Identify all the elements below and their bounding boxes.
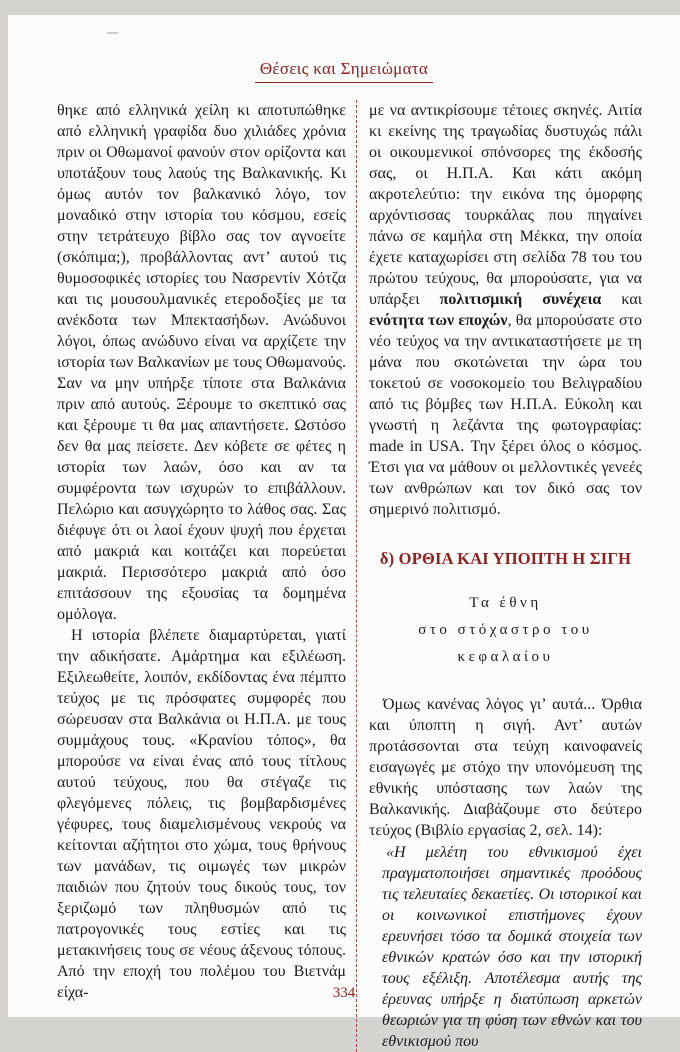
page-number: 334 [332, 985, 356, 1001]
subheading-line-1: Τα έθνη [469, 595, 542, 611]
scan-artifact [107, 32, 118, 34]
right-column [356, 100, 642, 1052]
right-paragraph-1 [369, 100, 642, 520]
left-paragraph-1: θηκε από ελληνικά χείλη κι αποτυπώθηκε από ελληνική γραφίδα δυο χιλιάδες χρόνια πριν οι Οθωμανοί φανούν στον ορίζοντα και υποτάξουν τους λαούς της Βαλκανικής. Κι όμως αυτόν τον βαλκανικό λόγο, τον μοναδικό στην ιστορία του κόσμου, εσείς στην τετράτευχο βίβλο σας τον αγνοείτε (σκόπιμα;), προβάλλοντας αντ’ αυτού τις θυμοσοφικές ιστορίες του Νασρεντίν Χότζα και τις μουσουλμανικές ετεροδοξίες με τα ανέκδοτα των Μπεκτασήδων. Ανώδυνοι λόγοι, όπως ανώδυνο είναι να αρχίζετε την ιστορία των Βαλκανίων με τους Οθωμανούς. Σαν να μην υπήρξε τίποτε στα Βαλκάνια πριν από αυτούς. Ξέρουμε το σκεπτικό σας και ξέρουμε τι θα μας απαντήσετε. Ωστόσο δεν θα μας πείσετε. Δεν κόβετε σε φέτες η ιστορία των λαών, όσο και αν τα συμφέροντα των ισχυρών το επιβάλλουν. Πελώριο και ασυγχώρητο το λάθος σας. Σας διέφυγε ότι οι λαοί έχουν ψυχή που έρχεται από μακριά και κοιτάζει και πορεύεται μακριά. Περισσότερο μακριά από όσο επιτάσσουν της εξουσίας τα δομημένα ομόλογα. [57, 102, 346, 623]
block-quote: «Η μελέτη του εθνικισμού έχει πραγματοποιήσει σημαντικές προόδους τις τελευταίες δεκαετίες. Οι ιστορικοί και οι κοινωνικοί επιστήμονες έχουν ερευνήσει τόσο τα δομικά στοιχεία των εθνικών κρατών όσο και την ιστορική τους εξέλιξη. Αποτέλεσμα αυτής της έρευνας υπήρξε η διατύπωση αρκετών θεωριών για τη φύση των εθνών και του εθνικισμού που [382, 844, 642, 1050]
subheading-line-2: στο στόχαστρο του κεφαλαίου [418, 622, 593, 665]
bold-phrase-unity-of-eras: ενότητα των εποχών [369, 312, 508, 329]
text-run: με να αντικρίσουμε τέτοιες σκηνές. Αιτία κι εκείνης της τραγωδίας δυστυχώς πάλι οι οικουμενικοί σπόνσορες της έκδοσής σας, οι Η.Π.Α. Και κάτι ακόμη ακροτελεύτιο: την εικόνα της όμορφης αρχόντισσας τουρκάλας που πηγαίνει πάνω σε καμήλα στη Μέκκα, την οποία έχετε καταχωρίσει στη σελίδα 78 του του πρώτου τεύχους, θα μπορούσατε, για να υπάρξει [369, 102, 642, 308]
text-run: και [601, 291, 643, 308]
subheading [369, 590, 642, 671]
right-paragraph-2: Όμως κανένας λόγος γι’ αυτά... Όρθια και ύποπτη η σιγή. Αντ’ αυτών προτάσσονται στα τεύχη καινοφανείς εισαγωγές με στόχο την υπονόμευση της εθνικής υπόστασης των λαών της Βαλκανικής. Διαβάζουμε στο δεύτερο τεύχος (Βιβλίο εργασίας 2, σελ. 14): [369, 696, 642, 839]
text-run: , θα μπορούσατε στο νέο τεύχος να την αντικαταστήσετε με τη μάνα που σκοτώνεται την ώρα του τοκετού σε νοσοκομείο του Βελιγραδίου από τις βόμβες των Η.Π.Α. Εύκολη και γνωστή η λεζάντα της φωτογραφίας: made in USA. Την ξέρει όλος ο κόσμος. Έτσι για να μάθουν οι μελλοντικές γενεές των ανθρώπων και τον δικό σας τον σημερινό πολιτισμό. [369, 312, 642, 518]
section-heading: δ) ΟΡΘΙΑ ΚΑΙ ΥΠΟΠΤΗ Η ΣΙΓΗ [379, 549, 632, 568]
left-column [57, 100, 346, 1052]
left-paragraph-2: Η ιστορία βλέπετε διαμαρτύρεται, γιατί την αδικήσατε. Αμάρτημα και εξιλέωση. Εξιλεωθείτε, λοιπόν, εκδίδοντας ένα πέμπτο τεύχος με τις πρόσφατες συμφορές που σώρευσαν στα Βαλκάνια οι Η.Π.Α. με τους συμμάχους τους. «Κρανίου τόπος», θα μπορούσε να είναι ένας από τους τίτλους αυτού τεύχους, που θα στέγαζε τις φλεγόμενες πόλεις, τις βομβαρδισμένες γέφυρες, τους διαμελισμένους νεκρούς να κείτονται αζήτητοι στο χώμα, τους θρήνους των μανάδων, τις οιμωγές των μικρών παιδιών που ζητούν τους δικούς τους, τον ξεριζωμό των πληθυσμών από τις πατρογονικές τους εστίες και τις μετακινήσεις τους σε νέους άξενους τόπους. Από την εποχή του πολέμου του Βιετνάμ είχα- [57, 627, 346, 1001]
running-head-title: Θέσεις και Σημειώματα [255, 59, 433, 83]
bold-phrase-cultural-continuity: πολιτισμική συνέχεια [439, 291, 602, 308]
two-column-text [57, 100, 642, 1052]
page-header [8, 15, 680, 83]
scanned-page [8, 15, 680, 1050]
